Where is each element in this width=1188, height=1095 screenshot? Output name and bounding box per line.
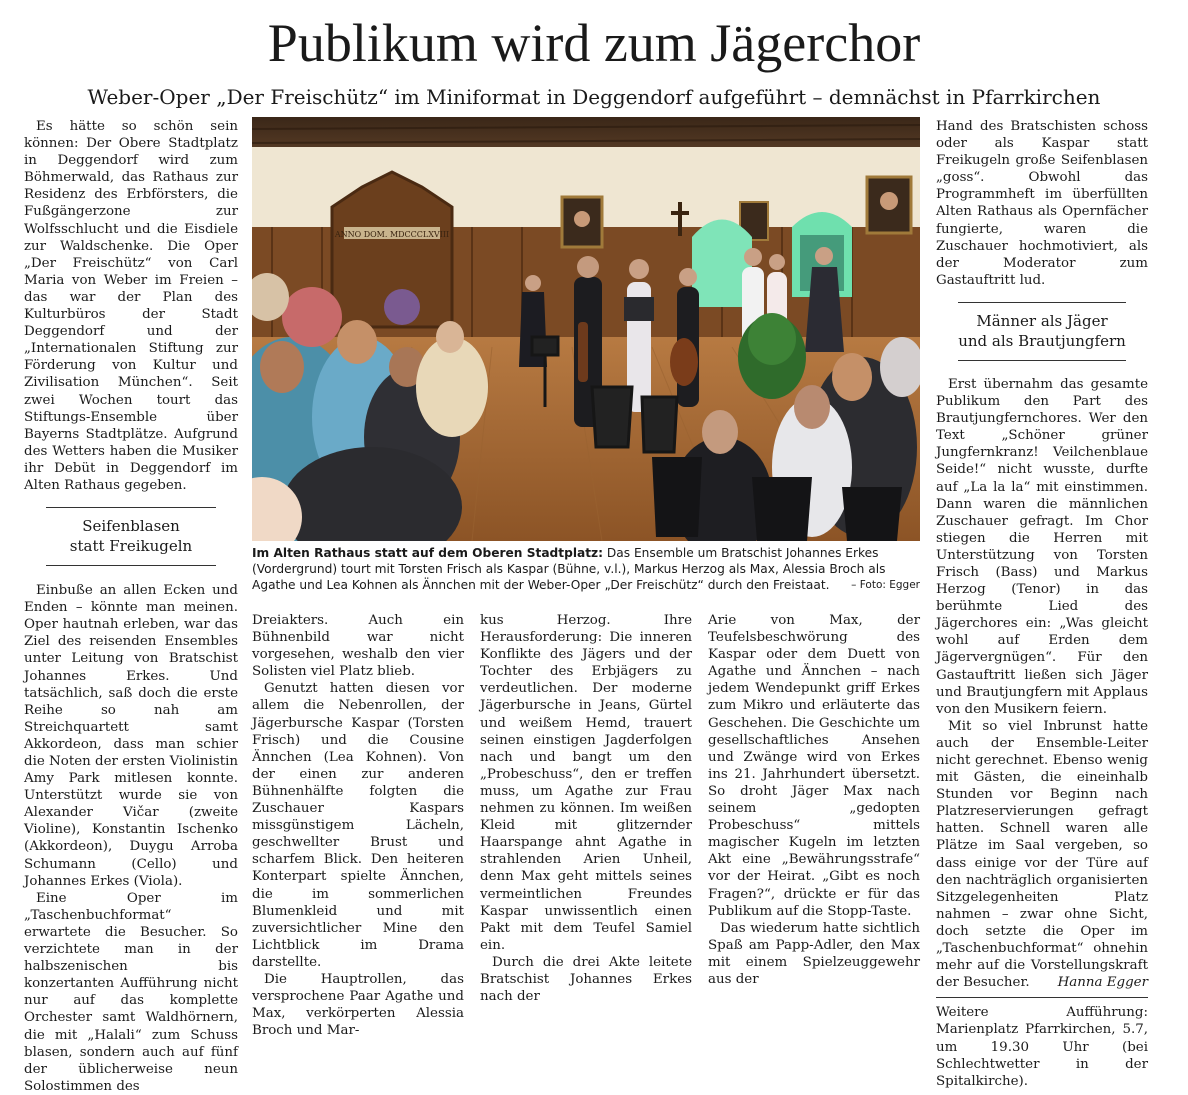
- article-column-1: [24, 118, 238, 1095]
- article-paragraph: [936, 718, 1148, 992]
- photo-ensemble-in-old-town-hall: [252, 117, 920, 541]
- caption-lead: Im Alten Rathaus statt auf dem Oberen Stadtplatz:: [252, 546, 604, 560]
- subheading-line: statt Freikugeln: [69, 537, 193, 556]
- wall-inscription: ANNO DOM. MDCCCLXVIII: [334, 230, 450, 239]
- article-paragraph: Die Hauptrollen, das versprochene Paar Agathe und Max, verkörperten Alessia Broch und Mar-: [252, 971, 464, 1039]
- article-column-2: [252, 612, 464, 1039]
- article-column-4: [708, 612, 920, 988]
- photo-caption: [252, 545, 920, 593]
- article-column-3: [480, 612, 692, 1005]
- photo-credit: – Foto: Egger: [851, 579, 920, 591]
- subheadline: Weber-Oper „Der Freischütz“ im Miniformat in Deggendorf aufgeführt – demnächst in Pfarrkirchen: [87, 85, 1101, 109]
- article-paragraph: Einbuße an allen Ecken und Enden – könnte man meinen. Oper hautnah erleben, war das Ziel des reisenden Ensembles unter Leitung von Bratschist Johannes Erkes. Und tatsächlich, saß doch die erste Reihe so nah am Streichquartett samt Akkordeon, dass man schier die Noten der ersten Violinistin Amy Park mitlesen konnte. Unterstützt wurde sie von Alexander Vičar (zweite Violine), Konstantin Ischenko (Akkordeon), Duygu Arroba Schumann (Cello) und Johannes Erkes (Viola).: [24, 583, 238, 889]
- article-paragraph: Genutzt hatten diesen vor allem die Nebenrollen, der Jägerbursche Kaspar (Torsten Frisch) und die Cousine Ännchen (Lea Kohnen). Von der einen zur anderen Bühnenhälfte folgten die Zuschauer Kaspars missgünstigem Lächeln, geschwellter Brust und scharfem Blick. Den heiteren Konterpart spielte Ännchen, die im sommerlichen Blumenkleid und mit zuversichtlicher Mine den Lichtblick im Drama darstellte.: [252, 681, 464, 970]
- subheading-line: und als Brautjungfern: [958, 331, 1126, 350]
- headline: Publikum wird zum Jägerchor: [267, 13, 921, 73]
- article-column-5: [936, 118, 1148, 1090]
- note-text: Weitere Aufführung: Marienplatz Pfarrkirchen, 5.7, um 19.30 Uhr (bei Schlechtwetter in der Spitalkirche).: [936, 1005, 1148, 1089]
- paragraph-text: Mit so viel Inbrunst hatte auch der Ensemble-Leiter nicht gerechnet. Ebenso wenig mit Gästen, die eineinhalb Stunden vor Beginn nach Platzreservierungen gefragt hatten. Schnell waren alle Plätze im Saal vergeben, so dass einige vor der Türe auf den nachträglich organisierten Sitzgelegenheiten Platz nahmen – zwar ohne Sicht, doch setzte die Oper im „Taschenbuchformat“ ohnehin mehr auf die Vorstellungskraft der Besucher.: [936, 718, 1148, 991]
- subheading-line: Männer als Jäger: [976, 311, 1108, 330]
- article-photo: [252, 117, 920, 541]
- author-signature: Hanna Egger: [1057, 975, 1148, 991]
- section-subheading: [958, 302, 1126, 361]
- article-paragraph: kus Herzog. Ihre Herausforderung: Die inneren Konflikte des Jägers und der Tochter des Erbjägers zu verdeutlichen. Der moderne Jägerbursche in Jeans, Gürtel und weißem Hemd, trauert seinen einstigen Jagderfolgen nach und bangt um den „Probeschuss“, den er treffen muss, um Agathe zur Frau nehmen zu können. Im weißen Kleid mit glitzernder Haarspange ahnt Agathe in strahlenden Arien Unheil, denn Max geht mittels seines vermeintlichen Freundes Kaspar unwissentlich einen Pakt mit dem Teufel Samiel ein.: [480, 613, 692, 953]
- article-paragraph: Arie von Max, der Teufelsbeschwörung des Kaspar oder dem Duett von Agathe und Ännchen – nach jedem Wendepunkt griff Erkes zum Mikro und erläuterte das Geschehen. Die Geschichte um gesellschaftliches Ansehen und Zwänge wird von Erkes ins 21. Jahrhundert übersetzt. So droht Jäger Max nach seinem „gedopten Probeschuss“ mittels magischer Kugeln im letzten Akt eine „Bewährungsstrafe“ vor der Heirat. „Gibt es noch Fragen?“, drückte er für das Publikum auf die Stopp-Taste.: [708, 613, 920, 919]
- article-paragraph: Dreiakters. Auch ein Bühnenbild war nicht vorgesehen, weshalb den vier Solisten viel Platz blieb.: [252, 613, 464, 680]
- article-paragraph: Eine Oper im „Taschenbuchformat“ erwartete die Besucher. So verzichtete man in der halbszenischen bis konzertanten Aufführung nicht nur auf das komplette Orchester samt Waldhörnern, die mit „Halali“ zum Schuss blasen, sondern auch auf fünf der üblicherweise neun Solostimmen des: [24, 890, 238, 1094]
- article-paragraph: Es hätte so schön sein können: Der Obere Stadtplatz in Deggendorf wird zum Böhmerwald, das Rathaus zur Residenz des Erbförsters, die Fußgängerzone zur Wolfsschlucht und die Eisdiele zur Waldschenke. Die Oper „Der Freischütz“ von Carl Maria von Weber im Freien – das war der Plan des Kulturbüros der Stadt Deggendorf und der „Internationalen Stiftung zur Förderung von Kultur und Zivilisation München“. Seit zwei Wochen tourt das Stiftungs-Ensemble über Bayerns Stadtplätze. Aufgrund des Wetters haben die Musiker ihr Debüt in Deggendorf im Alten Rathaus gegeben.: [24, 119, 238, 493]
- subheading-line: Seifenblasen: [82, 517, 180, 536]
- article-paragraph: Hand des Bratschisten schoss oder als Kaspar statt Freikugeln große Seifenblasen „goss“. Obwohl das Programmheft im überfüllten Alten Rathaus als Opernfächer fungierte, waren die Zuschauer hochmotiviert, als der Moderator zum Gastauftritt lud.: [936, 119, 1148, 288]
- section-subheading: [46, 507, 216, 566]
- caption-text: Das Ensemble um Bratschist Johannes Erkes (Vordergrund) tourt mit Torsten Frisch als Kaspar (Bühne, v.l.), Markus Herzog als Max, Alessia Broch als Agathe und Lea Kohnen als Ännchen mit der Weber-Oper „Der Freischütz“ durch den Freistaat.: [252, 546, 886, 592]
- article-paragraph: Das wiederum hatte sichtlich Spaß am Papp-Adler, den Max mit einem Spielzeuggewehr aus der: [708, 920, 920, 987]
- article-paragraph: Durch die drei Akte leitete Bratschist Johannes Erkes nach der: [480, 954, 692, 1005]
- article-paragraph: Erst übernahm das gesamte Publikum den Part des Brautjungfernchores. Wer den Text „Schöner grüner Jungfernkranz! Veilchenblaue Seide!“ nicht wusste, durfte auf „La la la“ mit einstimmen. Dann waren die männlichen Zuschauer gefragt. Im Chor stiegen die Herren mit Unterstützung von Torsten Frisch (Bass) und Markus Herzog (Tenor) in das berühmte Lied des Jägerchores ein: „Was gleicht wohl auf Erden dem Jägervergnügen“. Für den Gastauftritt ließen sich Jäger und Brautjungfern mit Applaus von den Musikern feiern.: [936, 376, 1148, 717]
- performance-note: [936, 997, 1148, 1089]
